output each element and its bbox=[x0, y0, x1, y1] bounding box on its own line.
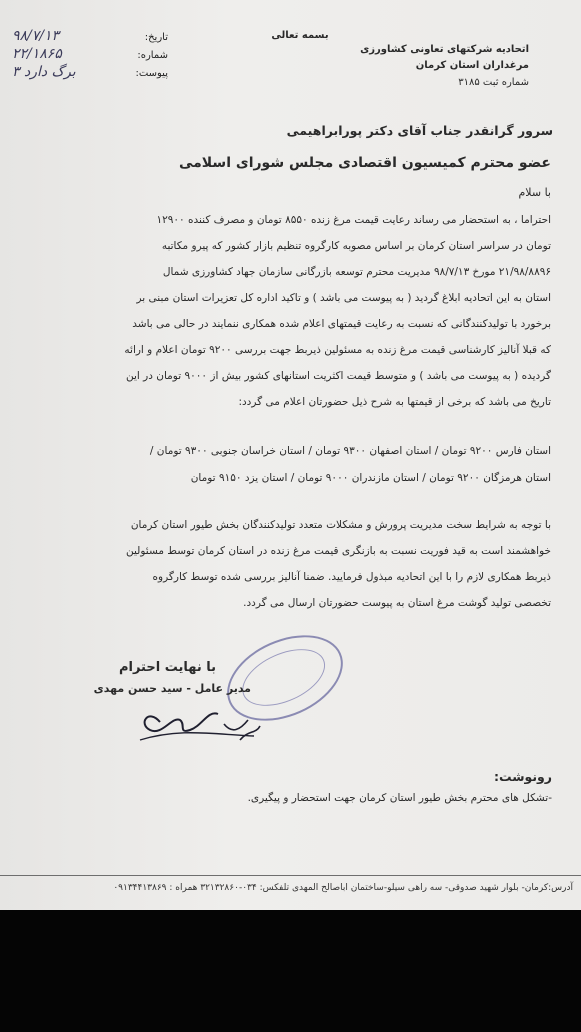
cc-text: -تشکل های محترم بخش طیور استان کرمان جهت استحضار و پیگیری. bbox=[247, 792, 552, 804]
org-registration-number: شماره ثبت ۳۱۸۵ bbox=[458, 77, 529, 88]
number-label: شماره: bbox=[137, 50, 168, 61]
date-value: ۹۸/۷/۱۳ bbox=[12, 28, 60, 44]
price-list-line: استان فارس ۹۲۰۰ تومان / استان اصفهان ۹۳۰۰ تومان / استان خراسان جنوبی ۹۳۰۰ تومان / bbox=[149, 445, 551, 457]
addressee-line1: سرور گرانقدر جناب آقای دکتر پورابراهیمی bbox=[286, 123, 553, 138]
signer-name: مدیر عامل - سید حسن مهدی bbox=[93, 682, 251, 695]
body-line: که قبلا آنالیز کارشناسی قیمت مرغ زنده به مسئولین ذیربط جهت بررسی ۹۲۰۰ تومان اعلام و ارائه bbox=[124, 344, 551, 356]
body-line: گردیده ( به پیوست می باشد ) و متوسط قیمت اکثریت استانهای کشور بیش از ۹۰۰۰ تومان در این bbox=[125, 370, 551, 382]
footer-address: آدرس:کرمان- بلوار شهید صدوقی- سه راهی سیلو-ساختمان اباصالح المهدی تلفکس: ۰۳۴-۳۲۱۳۲۸۶۰ همراه : ۰۹۱۳۴۴۱۳۸۶۹ bbox=[113, 883, 573, 893]
body-line: برخورد با تولیدکنندگانی که نسبت به رعایت قیمتهای اعلام شده همکاری ننمایند در حالی می باشد bbox=[132, 318, 551, 330]
bismillah-heading: بسمه تعالی bbox=[271, 30, 329, 41]
body-line: خواهشمند است به قید فوریت نسبت به بازنگری قیمت مرغ زنده در استان کرمان توسط مسئولین bbox=[126, 545, 551, 557]
handwritten-signature bbox=[120, 690, 270, 750]
org-name-line2: مرغداران استان کرمان bbox=[415, 60, 529, 71]
attachment-value: ۳ برگ دارد bbox=[12, 64, 76, 80]
number-value: ۲۲/۱۸۶۵ bbox=[12, 46, 62, 62]
body-line: تاریخ می باشد که برخی از قیمتها به شرح ذیل حضورتان اعلام می گردد: bbox=[238, 396, 551, 408]
body-line: با توجه به شرایط سخت مدیریت پرورش و مشکلات متعدد تولیدکنندگان بخش طیور استان کرمان bbox=[130, 519, 551, 531]
letter-meta bbox=[8, 30, 168, 84]
letter-footer bbox=[0, 875, 581, 900]
body-line: ۲۱/۹۸/۸۸۹۶ مورخ ۹۸/۷/۱۳ مدیریت محترم توسعه بازرگانی سازمان جهاد کشاورزی شمال bbox=[162, 266, 551, 278]
photo-background bbox=[0, 910, 581, 1032]
meta-attachment-row bbox=[8, 66, 168, 84]
date-label: تاریخ: bbox=[144, 32, 168, 43]
org-name-line1: اتحادیه شرکتهای تعاونی کشاورزی bbox=[360, 44, 529, 55]
closing-text: با نهایت احترام bbox=[118, 660, 216, 675]
body-line: استان به این اتحادیه ابلاغ گردید ( به پیوست می باشد ) و تاکید اداره کل تعزیرات استان مبنی بر bbox=[136, 292, 551, 304]
body-line: تومان در سراسر استان کرمان بر اساس مصوبه کارگروه تنظیم بازار کشور که پیرو مکاتبه bbox=[161, 240, 551, 252]
attachment-label: پیوست: bbox=[135, 68, 168, 79]
body-line: ذیربط همکاری لازم را با این اتحادیه مبذول فرمایید. ضمنا آنالیز بررسی شده توسط کارگروه bbox=[152, 571, 551, 583]
greeting: با سلام bbox=[518, 186, 551, 199]
addressee-line2: عضو محترم کمیسیون اقتصادی مجلس شورای اسلامی bbox=[178, 155, 551, 171]
price-list-line: استان هرمزگان ۹۲۰۰ تومان / استان مازندران ۹۰۰۰ تومان / استان یزد ۹۱۵۰ تومان bbox=[190, 472, 551, 484]
body-line: تخصصی تولید گوشت مرغ استان به پیوست حضورتان ارسال می گردد. bbox=[243, 597, 551, 609]
body-line: احتراما ، به استحضار می رساند رعایت قیمت مرغ زنده ۸۵۵۰ تومان و مصرف کننده ۱۲۹۰۰ bbox=[156, 214, 551, 226]
cc-title: رونوشت: bbox=[493, 769, 552, 784]
